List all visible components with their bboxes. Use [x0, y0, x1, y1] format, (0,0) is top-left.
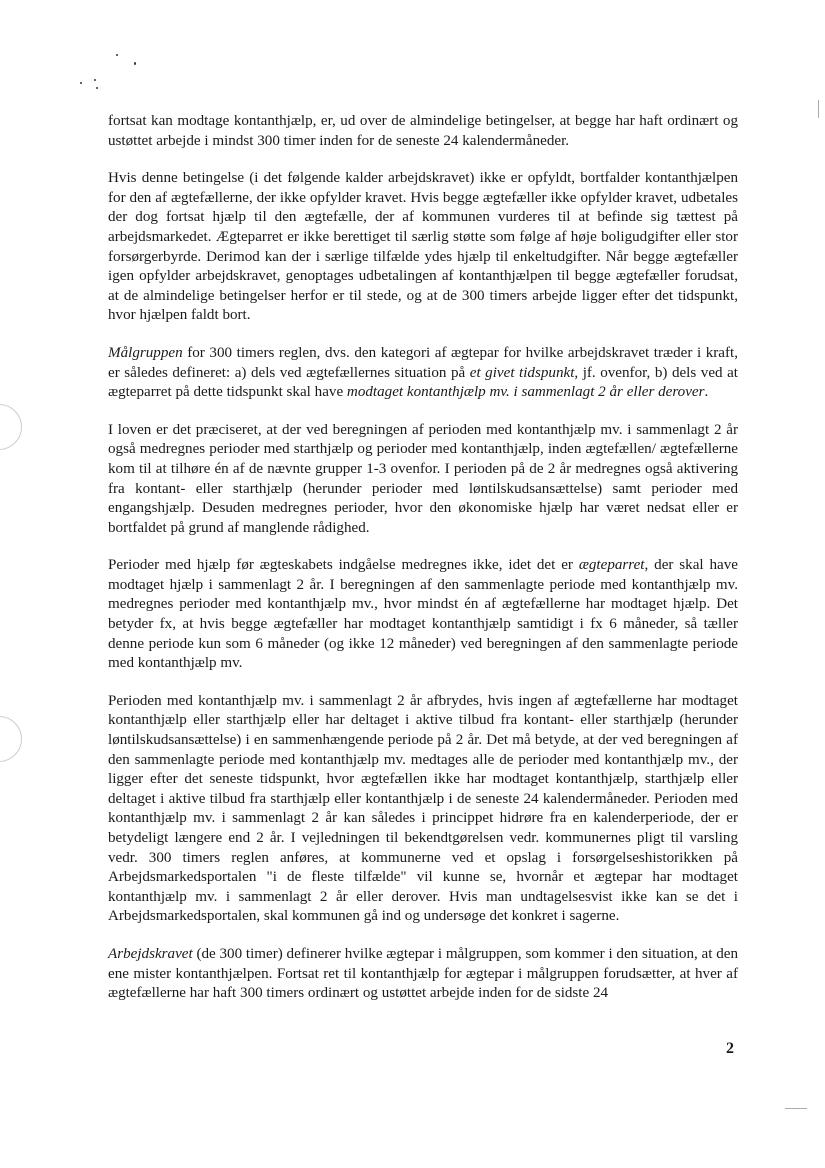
paragraph: [108, 945, 738, 1004]
paragraph-text: Hvis denne betingelse (i det følgende kalder arbejdskravet) ikke er opfyldt, bortfalder kontanthjælpen for den af ægtefællerne, der ikke opfylder kravet. Hvis begge ægtefæller ikke opfylder kravet, udbetales der dog fortsat hjælp til den ægtefælle, der af kommunen vurderes til at befinde sig tættest på arbejdsmarkedet. Ægteparret er ikke berettiget til særlig støtte som følge af høje boligudgifter eller stor forsørgerbyrde. Derimod kan der i særlige tilfælde ydes hjælp til enkeltudgifter. Når begge ægtefæller igen opfylder arbejdskravet, genoptages udbetalingen af kontanthjælpen til begge ægtefæller forudsat, at de almindelige betingelser herfor er til stede, og at de 300 timers arbejde ligger efter det tidspunkt, hvor hjælpen faldt bort.: [108, 170, 738, 324]
paragraph-text: Perioder med hjælp før ægteskabets indgåelse medregnes ikke, idet det er: [108, 557, 579, 574]
paragraph: [108, 169, 738, 326]
italic-text: Arbejdskravet: [108, 945, 193, 962]
paragraph: [108, 344, 738, 403]
body-text: [108, 112, 738, 1004]
italic-text: modtaget kontanthjælp mv. i sammenlagt 2 år eller derover: [346, 384, 705, 401]
italic-text: et givet tidspunkt: [469, 364, 575, 381]
italic-text: ægteparret: [578, 557, 645, 574]
punch-hole: [0, 716, 22, 762]
punch-hole: [0, 404, 22, 450]
paragraph-text: , der skal have modtaget hjælp i sammenlagt 2 år. I beregningen af den sammenlagte periode med kontanthjælp mv. medregnes perioder med kontanthjælp mv., hvor mindst én af ægtefællerne har modtaget hjælp. Det betyder fx, at hvis begge ægtefæller har modtaget kontanthjælp samtidigt i fx 6 måneder, så tæller denne periode kun som 6 måneder (og ikke 12 måneder) ved beregningen af den sammenlagte periode med kontanthjælp mv.: [108, 557, 738, 672]
paragraph-text: (de 300 timer) definerer hvilke ægtepar i målgruppen, som kommer i den situation, at den ene mister kontanthjælpen. Fortsat ret til kontanthjælp for ægtepar i målgruppen forudsætter, at hver af ægtefællerne har haft 300 timers ordinært og ustøttet arbejde inden for de sidste 24: [108, 945, 738, 1002]
scan-edge-mark: [785, 1108, 807, 1109]
scan-edge-mark: [818, 100, 819, 118]
scan-speck: [94, 79, 96, 81]
paragraph: [108, 556, 738, 674]
scan-speck: [80, 82, 82, 84]
paragraph-text: fortsat kan modtage kontanthjælp, er, ud over de almindelige betingelser, at begge har haft ordinært og ustøttet arbejde i mindst 300 timer inden for de seneste 24 kalendermåneder.: [108, 113, 738, 149]
paragraph-text: Perioden med kontanthjælp mv. i sammenlagt 2 år afbrydes, hvis ingen af ægtefællerne har modtaget kontanthjælp eller starthjælp eller har deltaget i aktive tilbud fra kontant- eller starthjælp (herunder løntilskudsansættelse) i en sammenhængende periode på 2 år. Det må betyde, at der ved beregningen af den sammenlagte periode med kontanthjælp mv. medtages alle de perioder med kontanthjælp mv., der ligger efter det seneste tidspunkt, hvor ægtefællen ikke har modtaget kontanthjælp, starthjælp eller deltaget i aktive tilbud fra starthjælp eller kontanthjælp i de seneste 24 kalendermåneder. Perioden med kontanthjælp mv. i sammenlagt 2 år kan således i princippet hidrøre fra en kalenderperiode, der er betydeligt længere end 2 år. I vejledningen til bekendtgørelsen vedr. kommunernes pligt til varsling vedr. 300 timers reglen anføres, at kommunerne ved et opslag i forsørgelseshistorikken på Arbejdsmarkedsportalen "i de fleste tilfælde" vil kunne se, hvornår et ægtepar har modtaget kontanthjælp mv. i sammenlagt 2 år eller derover. Hvis man undtagelsesvist ikke kan se det i Arbejdsmarkedsportalen, skal kommunen gå ind og undersøge det konkret i sagerne.: [108, 692, 738, 925]
italic-text: Målgruppen: [108, 344, 183, 361]
paragraph-text: for 300 timers reglen, dvs. den kategori af ægtepar for hvilke arbejdskravet træder i kraft, er således defineret: a) dels ved ægtefællernes situation på: [108, 344, 738, 381]
paragraph: [108, 112, 738, 151]
paragraph-text: I loven er det præciseret, at der ved beregningen af perioden med kontanthjælp mv. i sammenlagt 2 år også medregnes perioder med starthjælp og perioder med kontanthjælp, inden ægtefællen/ ægtefællerne kom til at tilhøre én af de nævnte grupper 1-3 ovenfor. I perioden på de 2 år medregnes også aktivering fra kontant- eller starthjælp (herunder perioder med løntilskudsansættelse) samt perioder med engangshjælp. Desuden medregnes perioder, hvor den økonomiske hjælp har været nedsat eller er bortfaldet på grund af manglende rådighed.: [108, 421, 738, 536]
scan-speck: [116, 54, 118, 56]
paragraph-text: , jf. ovenfor, b) dels ved at ægteparret på dette tidspunkt skal have: [108, 364, 738, 401]
paragraph: [108, 692, 738, 927]
paragraph-text: .: [704, 384, 709, 401]
page-number: 2: [726, 1040, 734, 1057]
scan-speck: [96, 87, 98, 89]
scan-speck: [134, 62, 136, 65]
paragraph: [108, 421, 738, 539]
